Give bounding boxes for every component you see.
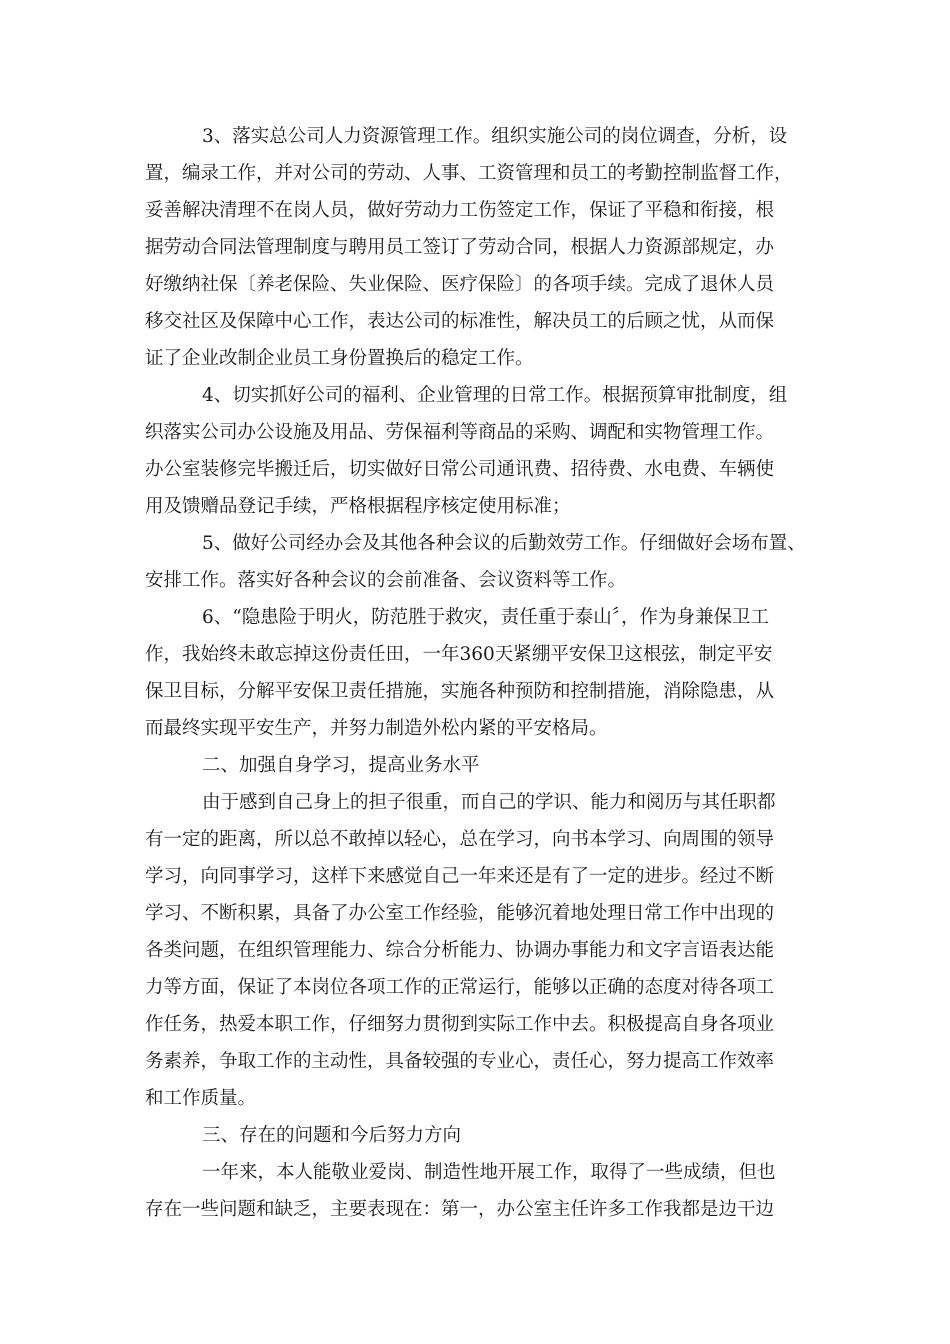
- text-line: 据劳动合同法管理制度与聘用员工签订了劳动合同，根据人力资源部规定，办: [145, 237, 775, 258]
- text-line: 6、“隐患险于明火，防范胜于救灾，责任重于泰山〞，作为身兼保卫工: [202, 607, 769, 628]
- text-line: 由于感到自己身上的担子很重，而自己的学识、能力和阅历与其任职都: [202, 792, 776, 813]
- text-line: 学习、不断积累，具备了办公室工作经验，能够沉着地处理日常工作中出现的: [145, 903, 775, 924]
- text-line: 学习，向同事学习，这样下来感觉自己一年来还是有了一定的进步。经过不断: [145, 866, 775, 887]
- text-line: 好缴纳社保〔养老保险、失业保险、医疗保险〕的各项手续。完成了退休人员: [145, 274, 775, 295]
- text-line: 务素养，争取工作的主动性，具备较强的专业心，责任心，努力提高工作效率: [145, 1051, 775, 1072]
- text-line: 妥善解决清理不在岗人员，做好劳动力工伤签定工作，保证了平稳和衔接，根: [145, 200, 775, 221]
- text-line: 存在一些问题和缺乏，主要表现在：第一，办公室主任许多工作我都是边干边: [145, 1199, 775, 1220]
- text-line: 和工作质量。: [145, 1088, 257, 1109]
- section-heading: 三、存在的问题和今后努力方向: [202, 1125, 462, 1146]
- text-line: 证了企业改制企业员工身份置换后的稳定工作。: [145, 348, 534, 369]
- text-line: 一年来，本人能敬业爱岗、制造性地开展工作，取得了一些成绩，但也: [202, 1162, 776, 1183]
- text-line: 织落实公司办公设施及用品、劳保福利等商品的采购、调配和实物管理工作。: [145, 422, 775, 443]
- section-heading: 二、加强自身学习，提高业务水平: [202, 755, 480, 776]
- text-line: 用及馈赠品登记手续，严格根据程序核定使用标准；: [145, 496, 571, 517]
- text-line: 有一定的距离，所以总不敢掉以轻心，总在学习，向书本学习、向周围的领导: [145, 829, 775, 850]
- text-line: 5、做好公司经办会及其他各种会议的后勤效劳工作。仔细做好会场布置、: [202, 533, 806, 554]
- text-line: 4、切实抓好公司的福利、企业管理的日常工作。根据预算审批制度，组: [202, 385, 788, 406]
- text-line: 置，编录工作，并对公司的劳动、人事、工资管理和员工的考勤控制监督工作，: [145, 163, 793, 184]
- text-line: 而最终实现平安生产，并努力制造外松内紧的平安格局。: [145, 718, 608, 739]
- text-line: 作任务，热爱本职工作，仔细努力贯彻到实际工作中去。积极提高自身各项业: [145, 1014, 775, 1035]
- text-line: 移交社区及保障中心工作，表达公司的标准性，解决员工的后顾之忧，从而保: [145, 311, 775, 332]
- text-line: 作，我始终未敢忘掉这份责任田，一年360天紧绷平安保卫这根弦，制定平安: [145, 644, 773, 665]
- text-line: 办公室装修完毕搬迁后，切实做好日常公司通讯费、招待费、水电费、车辆使: [145, 459, 775, 480]
- text-line: 各类问题，在组织管理能力、综合分析能力、协调办事能力和文字言语表达能: [145, 940, 775, 961]
- text-line: 3、落实总公司人力资源管理工作。组织实施公司的岗位调查，分析，设: [202, 126, 788, 147]
- text-line: 力等方面，保证了本岗位各项工作的正常运行，能够以正确的态度对待各项工: [145, 977, 775, 998]
- document-body: [145, 118, 810, 1228]
- text-line: 保卫目标，分解平安保卫责任措施，实施各种预防和控制措施，消除隐患，从: [145, 681, 775, 702]
- text-line: 安排工作。落实好各种会议的会前准备、会议资料等工作。: [145, 570, 627, 591]
